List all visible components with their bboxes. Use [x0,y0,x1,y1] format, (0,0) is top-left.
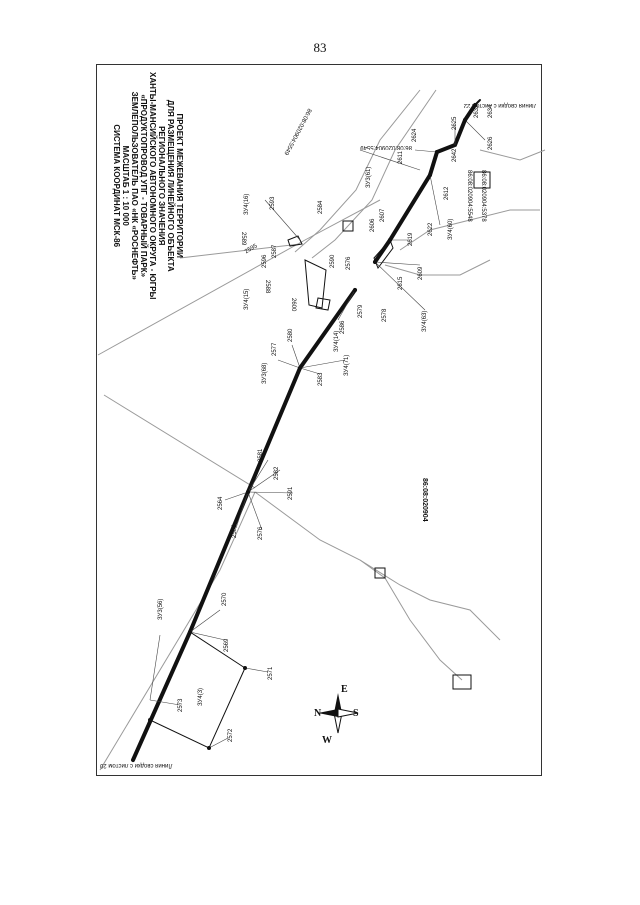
zone-zu3-68: ЗУ3(68) [262,362,268,384]
leader-2566 [248,492,262,530]
title-line-6: ЗЕМЛЕПОЛЬЗОВАТЕЛЬ ПАО «НК «РОСНЕФТЬ» [130,91,139,280]
point-2591: 2591 [288,486,294,500]
title-line-4: ХАНТЫ-МАНСИЙСКОГО АВТОНОМНОГО ОКРУГА - ЮГРЫ [148,72,157,300]
point-2577: 2577 [272,342,278,356]
leader-2624 [415,150,437,152]
point-2583: 2583 [318,372,324,386]
leader-2622 [430,175,440,225]
point-2632: 2632 [474,104,480,118]
point-2609: 2609 [418,266,424,280]
zone-zu4-3: ЗУ4(3) [198,687,204,706]
leader-2586 [338,290,355,320]
vertex-2577 [298,366,302,370]
zone-zu3-61: ЗУ3(61) [366,166,372,188]
vertex-2572 [207,746,211,750]
point-2606: 2606 [370,218,376,232]
leader-2577 [278,360,300,368]
point-2619: 2619 [408,232,414,246]
point-2582: 2582 [274,466,280,480]
cadastral-parcel-upper: 86:08:020904:5549 [282,107,312,156]
point-2596: 2596 [262,254,268,268]
vertex-2612 [428,173,432,177]
vertices [148,118,467,750]
zone-zu4-15: ЗУ4(15) [244,288,250,310]
sheet-link-top: Линия сводки с листом 22 [463,102,536,108]
parcel-zu4-15 [305,260,326,308]
point-2584: 2584 [318,200,324,214]
point-2564: 2564 [218,496,224,510]
main-road [295,90,420,252]
lake-marker-1 [453,675,471,689]
upper-track-2 [480,150,545,160]
compass-s: S [353,708,359,719]
vertex-2570 [188,630,192,634]
vertex-2606 [373,260,377,264]
point-2626: 2626 [488,136,494,150]
point-2642: 2642 [452,148,458,162]
vertex-2624 [435,150,439,154]
leader-2565 [236,492,248,528]
title-line-5: «ПРОДУКТОПРОВОД УПГ - ТОВАРНЫЙ ПАРК» [139,94,148,278]
cadastral-parcel-5378: 86:08:020904:5378 [480,170,486,222]
point-2571: 2571 [268,666,274,680]
leader-2571 [245,668,268,672]
pipeline [133,100,480,760]
compass-e: E [341,684,348,695]
point-2581: 2581 [258,448,264,462]
leader-2626 [465,120,485,140]
point-2634: 2634 [488,104,494,118]
page-number: 83 [313,40,327,55]
pipeline-main [133,290,355,760]
cadastral-quarter: 86:08:020904 [421,478,428,522]
point-2580: 2580 [288,328,294,342]
point-2595: 2595 [244,243,259,256]
main-road-side [312,90,436,258]
point-2615: 2615 [398,276,404,290]
point-2600: 2600 [290,298,296,312]
point-2579: 2579 [358,304,364,318]
compass-w: W [322,735,332,746]
sheet-link-bottom: Линия сводки с листом 20 [100,762,173,768]
cadastral-parcel-road: 86:08:020904:5549 [360,144,412,150]
compass-n: N [314,708,322,719]
vertex-2619 [388,238,392,242]
zone-zu4-60: ЗУ4(60) [448,218,454,240]
title-line-7: МАСШТАБ 1 : 10 000 [121,145,130,226]
vertex-2573 [148,718,152,722]
point-2586: 2586 [340,320,346,334]
leader-2583 [300,368,320,374]
lake-track [255,492,462,680]
leader-zu3-56 [150,635,160,700]
small-road [385,260,490,275]
point-2597: 2587 [272,244,278,258]
zone-zu4-71: ЗУ4(71) [344,354,350,376]
point-2612: 2612 [444,186,450,200]
leader-2580 [292,345,300,368]
zone-zu4-16: ЗУ4(16) [244,193,250,215]
vertex-2571 [243,666,247,670]
point-2572: 2572 [228,728,234,742]
road-line-middle [180,244,300,258]
point-2611: 2611 [398,151,404,164]
vertex-2564 [246,490,250,494]
point-2604: 2590 [330,254,336,268]
zone-zu4-14: ЗУ4(14) [334,330,340,352]
compass-rose [318,693,358,733]
zone-zu3-56: ЗУ3(56) [158,598,164,620]
title-line-8: СИСТЕМА КООРДИНАТ МСК-86 [112,124,121,248]
point-2578: 2578 [382,308,388,322]
point-2592: 2589 [240,232,246,246]
parcels [150,172,490,748]
point-2624: 2624 [412,128,418,142]
point-2593: 2593 [270,196,276,210]
title-line-2: ДЛЯ РАЗМЕЩЕНИЯ ЛИНЕЙНОГО ОБЪЕКТА [166,99,175,272]
vertex-2586 [353,288,357,292]
point-2566: 2576 [258,526,264,540]
point-2622: 2622 [428,222,434,236]
point-2588: 2588 [264,280,270,294]
title-line-1: ПРОЕКТ МЕЖЕВАНИЯ ТЕРРИТОРИИ [175,113,184,258]
vertex-2625 [463,118,467,122]
point-2573: 2573 [178,698,184,712]
point-2569: 2569 [224,638,230,652]
point-2570: 2570 [222,592,228,606]
title-block [112,72,184,299]
diagonal-line [104,395,255,488]
lake-track-2 [360,560,500,640]
leader-2572 [209,738,228,748]
zone-zu4-63: ЗУ4(63) [422,310,428,332]
point-2625: 2625 [452,116,458,130]
point-2565: 2565 [232,524,238,538]
leader-2573 [150,700,180,705]
point-2576: 2576 [346,256,352,270]
cadastral-parcel-5548: 86:08:020904:5548 [466,170,472,222]
point-2607: 2607 [380,208,386,222]
title-line-3: РЕГИОНАЛЬНОГО ЗНАЧЕНИЯ [157,126,166,246]
